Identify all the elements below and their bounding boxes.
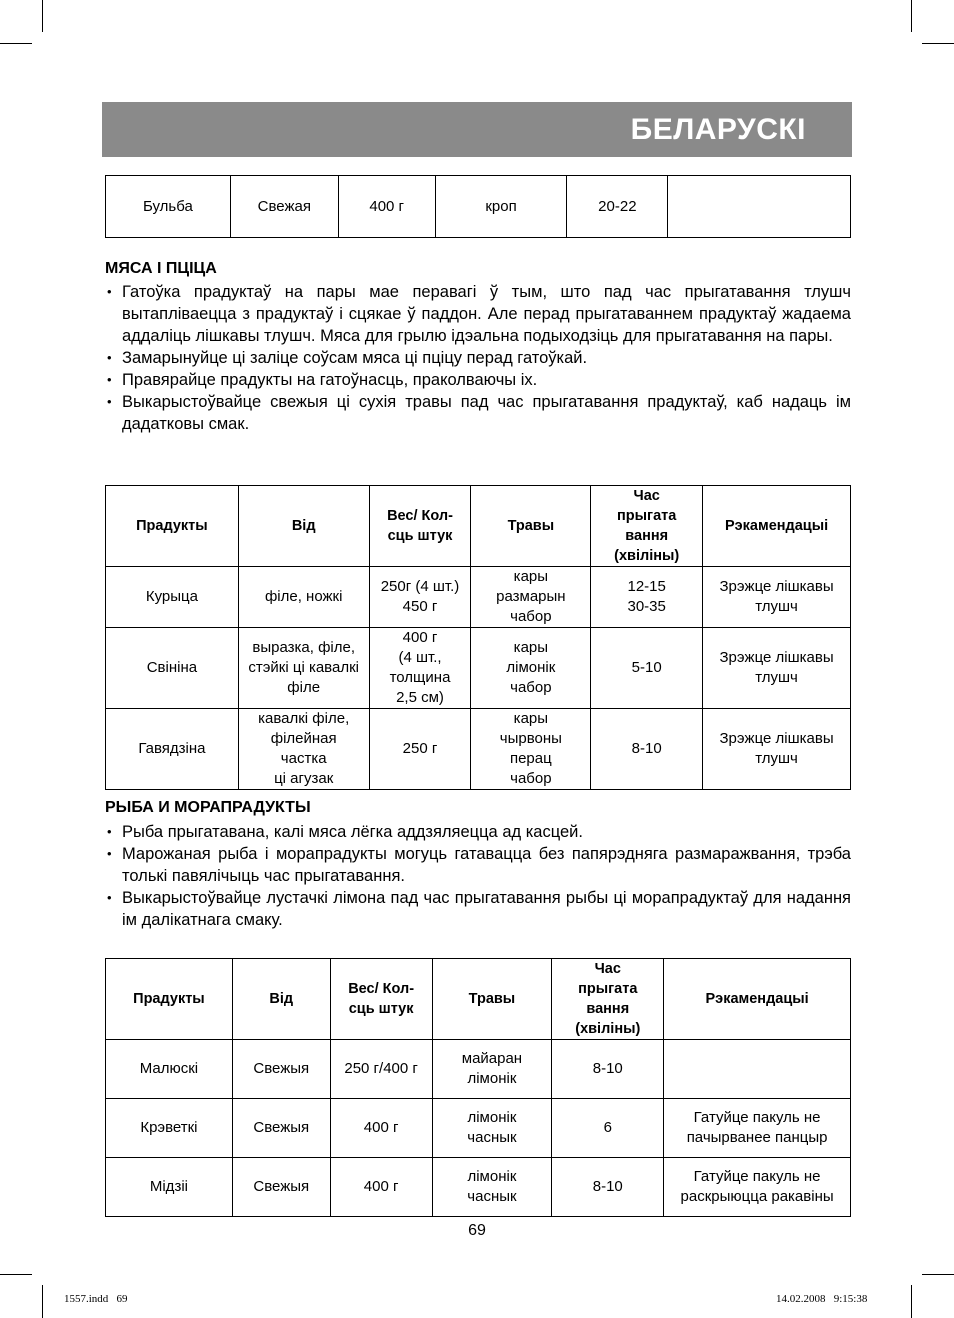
table-cell: 8-10 <box>552 1040 664 1099</box>
table-cell: кары размарын чабор <box>471 567 591 628</box>
table-cell: Курыца <box>106 567 239 628</box>
table-row <box>106 1040 851 1099</box>
table-cell: Свініна <box>106 628 239 709</box>
table-cell: кроп <box>435 176 567 238</box>
table-cell: 5-10 <box>591 628 703 709</box>
column-header: Вес/ Кол- сць штук <box>369 486 471 567</box>
table-cell: Свежая <box>230 176 338 238</box>
table-cell: 6 <box>552 1099 664 1158</box>
table-cell: Зрэжце лішкавы тлушч <box>703 628 851 709</box>
crop-mark <box>922 1274 954 1275</box>
table-cell: кавалкі філе, філейная частка ці агузак <box>238 709 369 790</box>
table-cell: 8-10 <box>591 709 703 790</box>
table-cell: 8-10 <box>552 1158 664 1217</box>
page-number: 69 <box>468 1222 486 1239</box>
list-item: • Выкарыстоўвайце свежыя ці сухія травы пад час прыгатавання прадуктаў, каб надаць ім дадатковы смак. <box>105 391 851 435</box>
fish-table <box>105 958 851 1217</box>
table-row <box>106 1158 851 1217</box>
column-header: Вес/ Кол- сць штук <box>330 959 432 1040</box>
column-header: Час прыгата вання (хвіліны) <box>552 959 664 1040</box>
table-cell: Зрэжце лішкавы тлушч <box>703 709 851 790</box>
table-header-row <box>106 959 851 1040</box>
list-item: • Гатоўка прадуктаў на пары мае перавагі ў тым, што пад час прыгатавання тлушч вытапліваецца з прадуктаў і сцякае ў паддон. Але перад прыгатаваннем прадуктаў жадаема аддаліць лішкавы тлушч. Мяса для грылю ідэальна подыходзіць для прыгатавання на пары. <box>105 281 851 347</box>
crop-mark <box>922 43 954 44</box>
table-cell: Гатуйце пакуль не раскрыюцца ракавіны <box>664 1158 851 1217</box>
crop-mark <box>0 1274 32 1275</box>
crop-mark <box>911 0 912 32</box>
table-cell: Зрэжце лішкавы тлушч <box>703 567 851 628</box>
crop-mark <box>42 0 43 32</box>
table-cell: 400 г <box>330 1099 432 1158</box>
section-heading-fish: РЫБА И МОРАПРАДУКТЫ <box>105 799 311 816</box>
table-cell: 400 г (4 шт., толщина 2,5 см) <box>369 628 471 709</box>
crop-mark <box>0 43 32 44</box>
table-cell: 400 г <box>338 176 435 238</box>
table-cell: Свежыя <box>232 1158 330 1217</box>
crop-mark <box>42 1285 43 1318</box>
table-cell: майаран лімонік <box>432 1040 552 1099</box>
crop-mark <box>911 1285 912 1318</box>
table-cell <box>668 176 851 238</box>
column-header: Час прыгата вання (хвіліны) <box>591 486 703 567</box>
list-item: • Правярайце прадукты на гатоўнасць, праколваючы іх. <box>105 369 851 391</box>
column-header: Рэкамендацыі <box>664 959 851 1040</box>
language-header-bar <box>102 102 852 157</box>
table-cell: Крэветкі <box>106 1099 233 1158</box>
column-header: Прадукты <box>106 959 233 1040</box>
column-header: Від <box>232 959 330 1040</box>
table-header-row <box>106 486 851 567</box>
table-row <box>106 709 851 790</box>
column-header: Травы <box>471 486 591 567</box>
table-cell: лімонік часнык <box>432 1099 552 1158</box>
table-cell: Мідзіі <box>106 1158 233 1217</box>
meat-table <box>105 485 851 790</box>
file-slug: 1557.indd 69 <box>64 1293 128 1305</box>
language-title: БЕЛАРУСКІ <box>630 113 806 146</box>
table-cell: 250 г/400 г <box>330 1040 432 1099</box>
table-cell: Гатуйце пакуль не пачырванее панцыр <box>664 1099 851 1158</box>
table-cell: лімонік часнык <box>432 1158 552 1217</box>
list-item: • Замарынуйце ці заліце соўсам мяса ці пціцу перад гатоўкай. <box>105 347 851 369</box>
column-header: Від <box>238 486 369 567</box>
list-item: • Рыба прыгатавана, калі мяса лёгка аддзяляецца ад касцей. <box>105 821 851 843</box>
table-row <box>106 176 851 238</box>
table-cell: 400 г <box>330 1158 432 1217</box>
column-header: Прадукты <box>106 486 239 567</box>
meat-bullet-list <box>105 281 851 435</box>
table-cell: кары чырвоны перац чабор <box>471 709 591 790</box>
list-item: • Марожаная рыба і морапрадукты могуць гатавацца без папярэдняга размаражвання, трэба толькі павялічыць час прыгатавання. <box>105 843 851 887</box>
table-row <box>106 567 851 628</box>
table-cell <box>664 1040 851 1099</box>
list-item: • Выкарыстоўвайце лустачкі лімона пад час прыгатавання рыбы ці морапрадуктаў для надання ім далікатнага смаку. <box>105 887 851 931</box>
table-cell: Свежыя <box>232 1099 330 1158</box>
table-cell: 20-22 <box>567 176 668 238</box>
table-cell: 250 г <box>369 709 471 790</box>
section-heading-meat: МЯСА І ПЦІЦА <box>105 260 217 277</box>
table-cell: кары лімонік чабор <box>471 628 591 709</box>
table-cell: Бульба <box>106 176 231 238</box>
top-table <box>105 175 851 238</box>
table-cell: Гавядзіна <box>106 709 239 790</box>
table-row <box>106 628 851 709</box>
table-cell: Свежыя <box>232 1040 330 1099</box>
table-cell: Малюскі <box>106 1040 233 1099</box>
table-row <box>106 1099 851 1158</box>
table-cell: 250г (4 шт.) 450 г <box>369 567 471 628</box>
column-header: Рэкамендацыі <box>703 486 851 567</box>
table-cell: філе, ножкі <box>238 567 369 628</box>
timestamp-slug: 14.02.2008 9:15:38 <box>776 1293 868 1305</box>
fish-bullet-list <box>105 821 851 931</box>
table-cell: 12-15 30-35 <box>591 567 703 628</box>
column-header: Травы <box>432 959 552 1040</box>
table-cell: выразка, філе, стэйкі ці кавалкі філе <box>238 628 369 709</box>
